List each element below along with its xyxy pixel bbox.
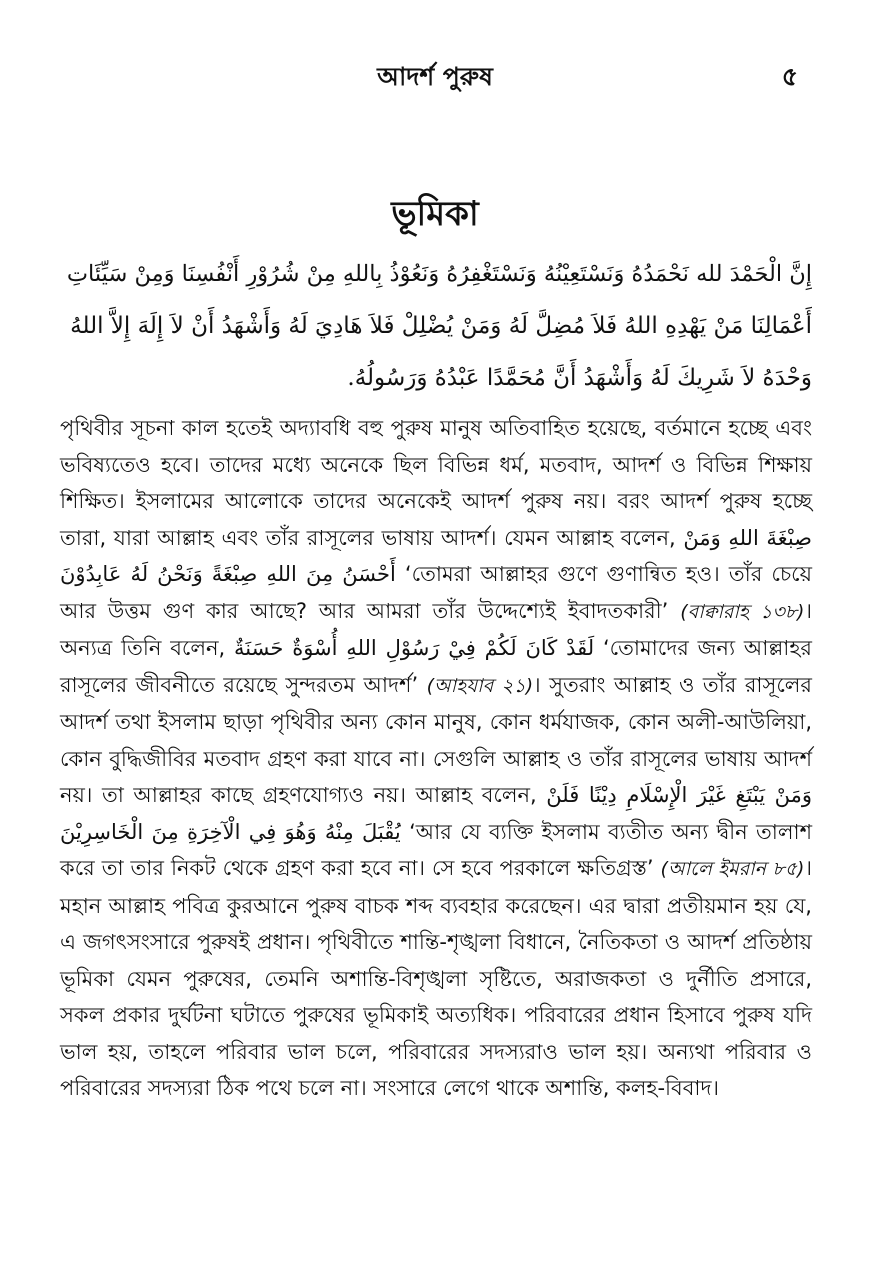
page-number: ৫	[781, 62, 798, 91]
translation-text: ‘আর যে ব্যক্তি ইসলাম ব্যতীত অন্য দ্বীন তালাশ করে তা তার নিকট থেকে গ্রহণ করা হবে না। সে হবে পরকালে ক্ষতিগ্রস্ত’	[60, 819, 812, 880]
quran-quote: صِبْغَةَ اللهِ وَمَنْ أَحْسَنُ مِنَ اللهِ صِبْغَةً وَنَحْنُ لَهُ عَابِدُوْنَ	[60, 525, 812, 586]
body-text-segment: । অন্যত্র তিনি বলেন,	[60, 598, 812, 660]
verse-reference: (আলে ইমরান ৮৫)	[660, 858, 805, 880]
running-header	[0, 55, 870, 95]
body-paragraph	[60, 410, 812, 1107]
body-text-segment: । মহান আল্লাহ পবিত্র কুরআনে পুরুষ বাচক শব্দ ব্যবহার করেছেন। এর দ্বারা প্রতীয়মান হয় যে, এ জগৎসংসারে পুরুষই প্রধান। পৃথিবীতে শান্তি-শৃঙ্খলা বিধানে, নৈতিকতা ও আদর্শ প্রতিষ্ঠায় ভূমিকা যেমন পুরুষের, তেমনি অশান্তি-বিশৃঙ্খলা সৃষ্টিতে, অরাজকতা ও দুর্নীতি প্রসারে, সকল প্রকার দুর্ঘটনা ঘটাতে পুরুষের ভূমিকাই অত্যধিক। পরিবারের প্রধান হিসাবে পুরুষ যদি ভাল হয়, তাহলে পরিবার ভাল চলে, পরিবারের সদস্যরাও ভাল হয়। অন্যথা পরিবার ও পরিবারের সদস্যরা ঠিক পথে চলে না। সংসারে লেগে থাকে অশান্তি, কলহ-বিবাদ।	[60, 856, 812, 1100]
body-text	[60, 410, 812, 1107]
running-title: আদর্শ পুরুষ	[377, 62, 493, 91]
khutbah-line: أَعْمَالِنَا مَنْ يَهْدِهِ اللهُ فَلاَ مُضِلَّ لَهُ وَمَنْ يُضْلِلْ فَلاَ هَادِيَ لَهُ وَأَشْهَدُ أَنْ لاَ إِلَهَ إِلاَّ اللهُ	[70, 313, 812, 339]
verse-reference: (বাক্বারাহ ১৩৮)	[680, 600, 805, 623]
translation-text: ‘তোমরা আল্লাহর গুণে গুণান্বিত হও। তাঁর চেয়ে আর উত্তম গুণ কার আছে? আর আমরা তাঁর উদ্দেশ্যেই ইবাদতকারী’	[60, 562, 812, 623]
chapter-title: ভূমিকা	[391, 194, 479, 234]
translation-text: ‘তোমাদের জন্য আল্লাহর রাসূলের জীবনীতে রয়েছে সুন্দরতম আদর্শ’	[60, 636, 812, 697]
verse-reference: (আহযাব ২১)	[426, 674, 534, 697]
quran-quote: لَقَدْ كَانَ لَكُمْ فِيْ رَسُوْلِ اللهِ أُسْوَةٌ حَسَنَةٌ	[234, 636, 595, 660]
body-text-segment: । সুতরাং আল্লাহ ও তাঁর রাসূলের আদর্শ তথা ইসলাম ছাড়া পৃথিবীর অন্য কোন মানুষ, কোন ধর্মযাজক, কোন অলী-আউলিয়া, কোন বুদ্ধিজীবির মতবাদ গ্রহণ করা যাবে না। সেগুলি আল্লাহ ও তাঁর রাসূলের ভাষায় আদর্শ নয়। তা আল্লাহর কাছে গ্রহণযোগ্যও নয়। আল্লাহ বলেন,	[60, 672, 812, 807]
quran-quote: وَمَنْ يَبْتَغِ غَيْرَ الْإِسْلَامِ دِيْنًا فَلَنْ يُقْبَلَ مِنْهُ وَهُوَ فِي الْآخِرَةِ مِنَ الْخَاسِرِيْنَ	[60, 783, 812, 844]
opening-khutbah	[60, 248, 812, 404]
khutbah-line: إِنَّ الْحَمْدَ لله نَحْمَدُهُ وَنَسْتَعِيْنُهُ وَنَسْتَغْفِرُهُ وَنَعُوْذُ بِاللهِ مِنْ شُرُوْرِ أَنْفُسِنَا وَمِنْ سَيِّئَاتِ	[66, 261, 812, 287]
body-text-segment: পৃথিবীর সূচনা কাল হতেই অদ্যাবধি বহু পুরুষ মানুষ অতিবাহিত হয়েছে, বর্তমানে হচ্ছে এবং ভবিষ্যতেও হবে। তাদের মধ্যে অনেকে ছিল বিভিন্ন ধর্ম, মতবাদ, আদর্শ ও বিভিন্ন শিক্ষায় শিক্ষিত। ইসলামের আলোকে তাদের অনেকেই আদর্শ পুরুষ নয়। বরং আদর্শ পুরুষ হচ্ছে তারা, যারা আল্লাহ এবং তাঁর রাসূলের ভাষায় আদর্শ। যেমন আল্লাহ বলেন,	[60, 416, 812, 550]
khutbah-line: وَحْدَهُ لاَ شَرِيكَ لَهُ وَأَشْهَدُ أَنَّ مُحَمَّدًا عَبْدُهُ وَرَسُولُهُ.	[347, 365, 812, 391]
